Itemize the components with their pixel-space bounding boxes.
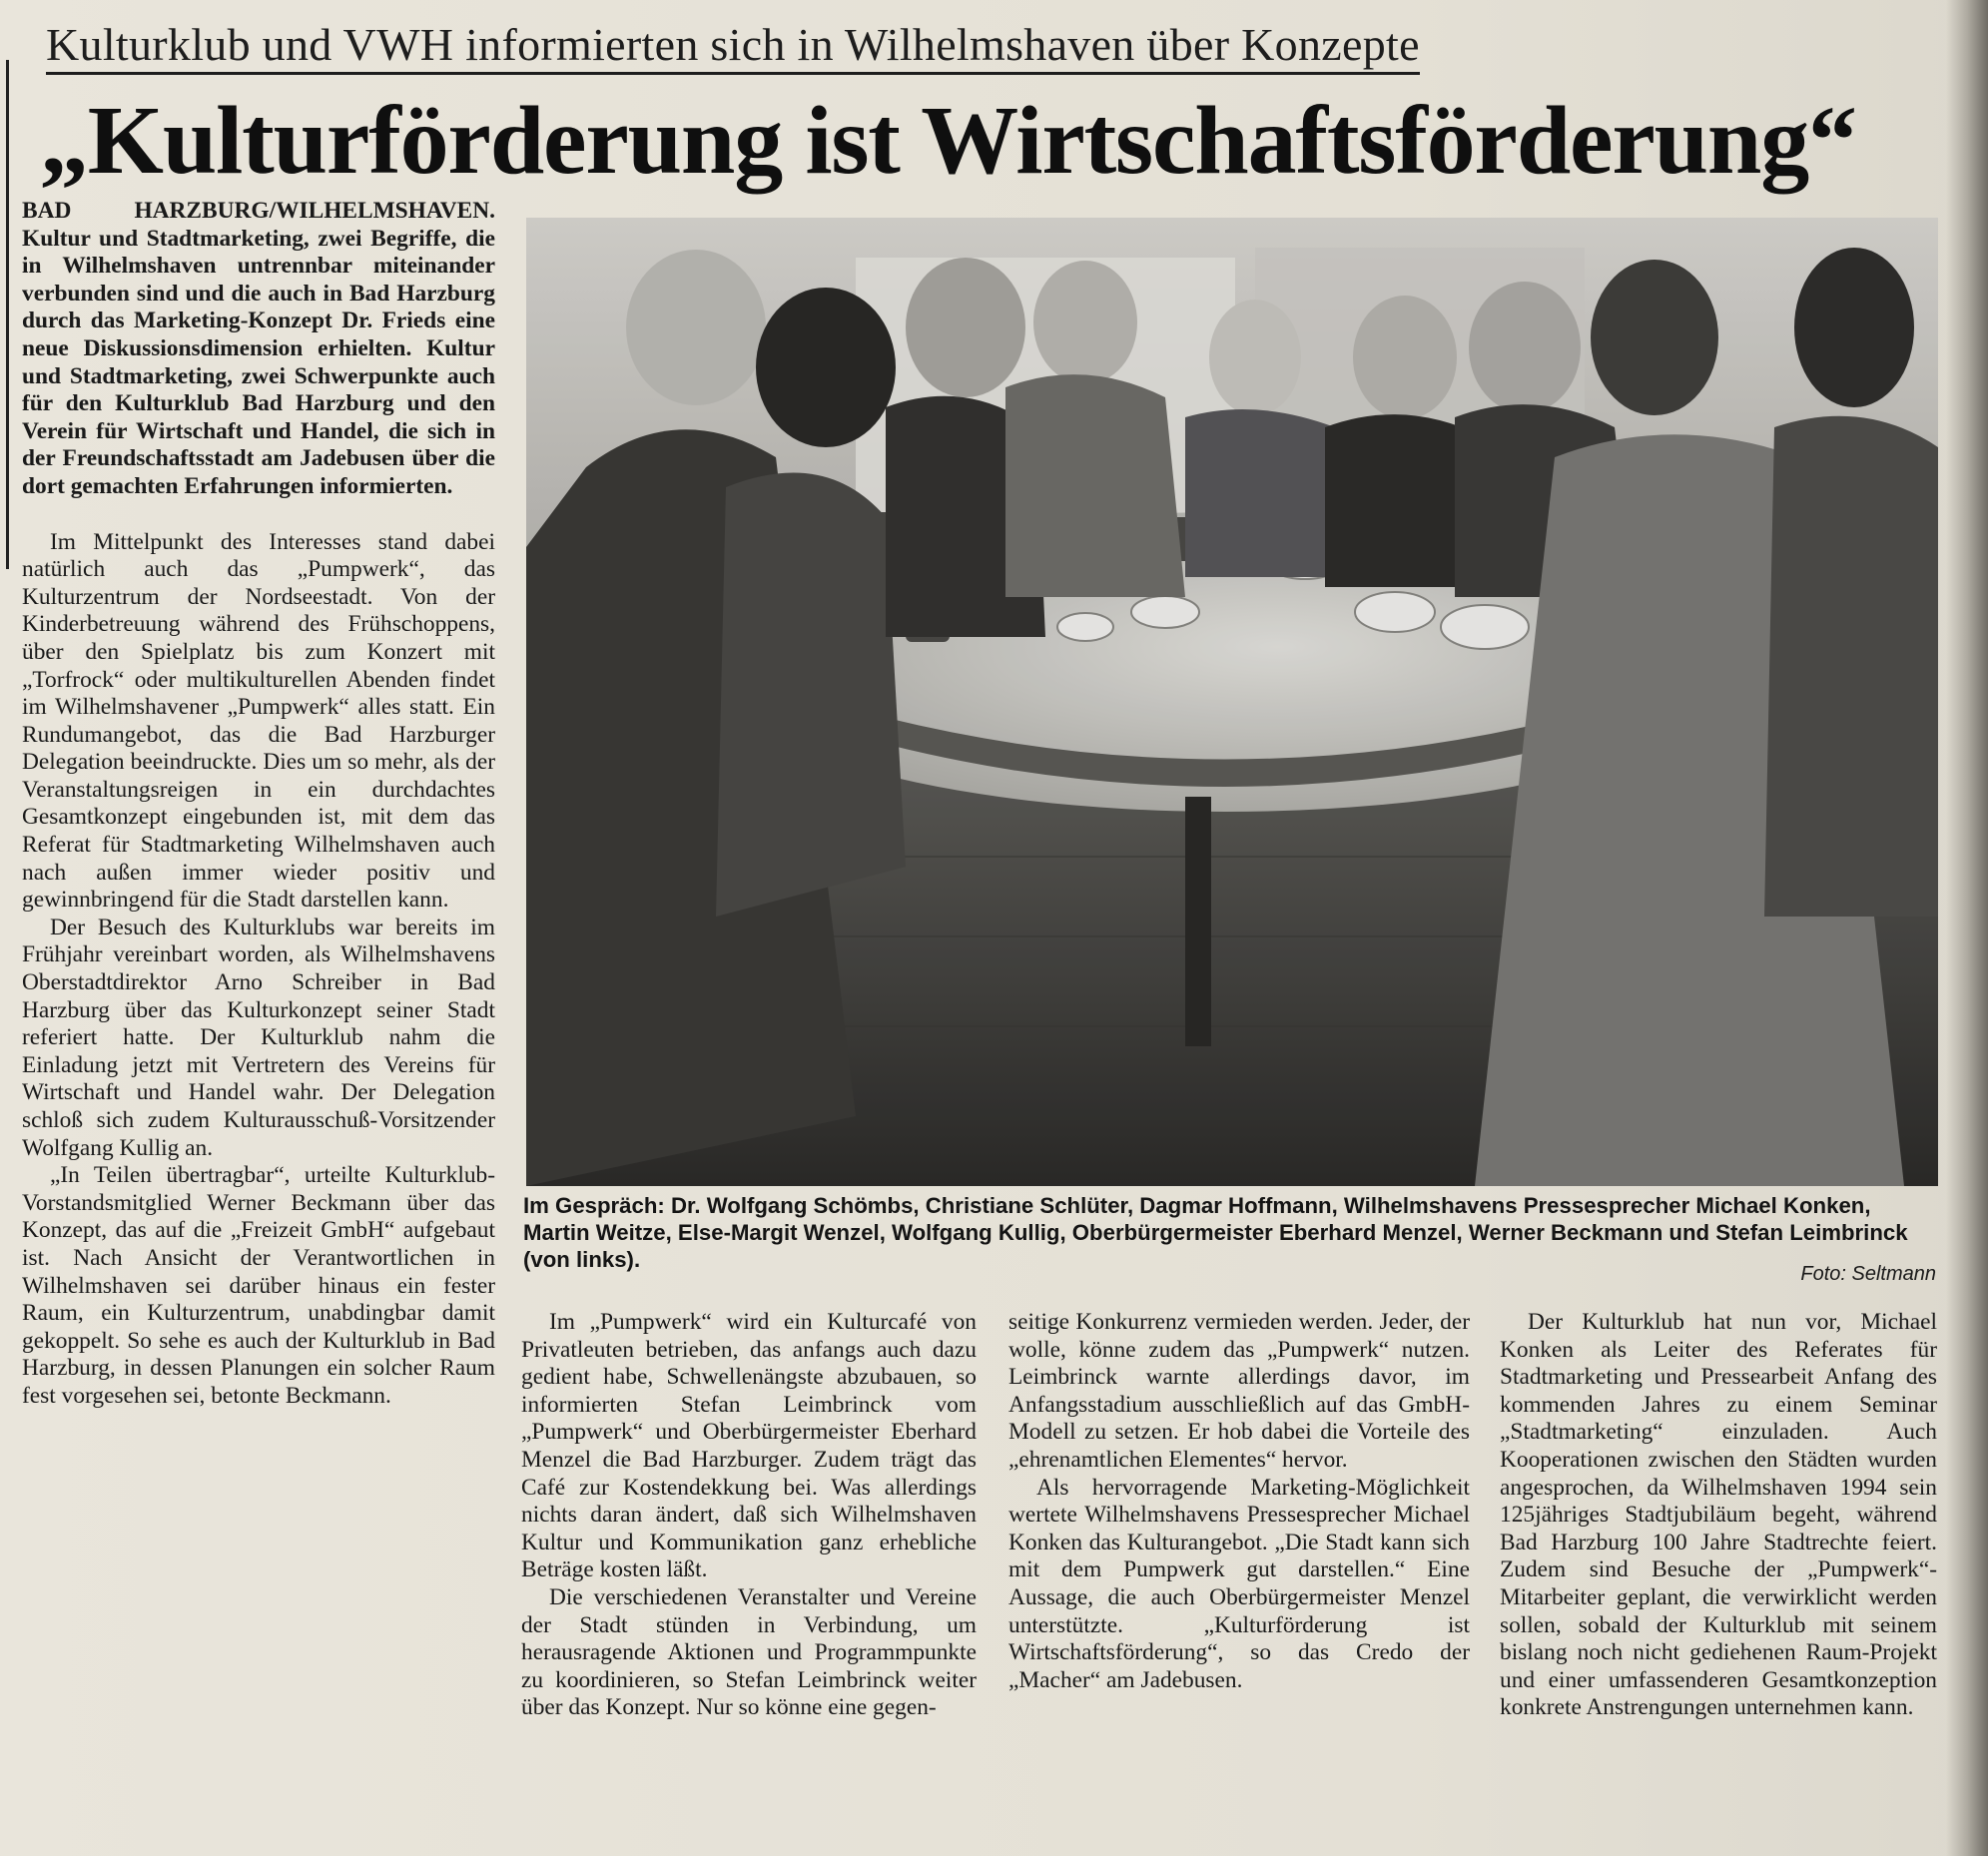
paragraph: Der Besuch des Kulturklubs war bereits im Frühjahr vereinbart worden, als Wilhelmshavens Oberstadtdirektor Arno Schreiber in Bad Harzburg über das Kulturkonzept seiner Stadt referiert hatte. Der Kulturklub nahm die Einladung jetzt mit Vertretern des Vereins für Wirtschaft und Handel wahr. Der Delegation schloß sich zudem Kulturausschuß-Vorsitzender Wolfgang Kullig an. xyxy=(22,914,495,1161)
paragraph: Die verschiedenen Veranstalter und Vereine der Stadt stünden in Verbindung, um herausragende Aktionen und Programmpunkte zu koordinieren, so Stefan Leimbrinck weiter über das Konzept. Nur so könne eine gegen- xyxy=(521,1583,977,1721)
paragraph: Der Kulturklub hat nun vor, Michael Konken als Leiter des Referates für Stadtmarketing und Pressearbeit Anfang des kommenden Jahres zu einem Seminar „Stadtmarketing“ einzuladen. Auch Kooperationen zwischen den Städten wurden angesprochen, da Wilhelmshaven 1994 sein 125jähriges Stadtjubiläum begeht, während Bad Harzburg 100 Jahre Stadtrechte feiert. Zudem sind Besuche der „Pumpwerk“-Mitarbeiter geplant, die verwirklicht werden sollen, sobald der Kulturklub mit seinem bislang noch nicht gediehenen Raum-Projekt und einer umfassenderen Gesamtkonzeption konkrete Anstrengungen unternehmen kann. xyxy=(1500,1309,1937,1721)
paragraph: seitige Konkurrenz vermieden werden. Jeder, der wolle, könne zudem das „Pumpwerk“ nutzen. Leimbrinck warnte allerdings davor, im Anfangsstadium ausschließlich auf das GmbH-Modell zu setzen. Er hob dabei die Vorteile des „ehrenamtlichen Elementes“ hervor. xyxy=(1008,1309,1470,1473)
text-column-3 xyxy=(1008,1309,1470,1694)
lead-paragraph: BAD HARZBURG/WILHELMSHAVEN. Kultur und Stadtmarketing, zwei Begriffe, die in Wilhelmshaven untrennbar miteinander verbunden sind und die auch in Bad Harzburg durch das Marketing-Konzept Dr. Frieds eine neue Diskussionsdimension erhielten. Kultur und Stadtmarketing, zwei Schwerpunkte auch für den Kulturklub Bad Harzburg und den Verein für Wirtschaft und Handel, die sich in der Freundschaftsstadt am Jadebusen über die dort gemachten Erfahrungen informierten. xyxy=(22,198,495,499)
group-photo xyxy=(526,218,1938,1186)
paragraph: Im Mittelpunkt des Interesses stand dabei natürlich auch das „Pumpwerk“, das Kulturzentrum der Nordseestadt. Von der Kinderbetreuung während des Frühschoppens, über den Spielplatz bis zum Konzert mit „Torfrock“ oder multikulturellen Abenden findet im Wilhelmshavener „Pumpwerk“ alles statt. Ein Rundumangebot, das die Bad Harzburger Delegation beeindruckte. Dies um so mehr, als der Veranstaltungsreigen in ein durchdachtes Gesamtkonzept eingebunden ist, mit dem das Referat für Stadtmarketing Wilhelmshaven auch nach außen immer wieder positiv und gewinnbringend für die Stadt darstellen kann. xyxy=(22,528,495,914)
article-headline: „Kulturförderung ist Wirtschaftsförderung“ xyxy=(40,87,1856,195)
paragraph: „In Teilen übertragbar“, urteilte Kulturklub-Vorstandsmitglied Werner Beckmann über das Konzept, das auf die „Freizeit GmbH“ aufgebaut ist. Nach Ansicht der Verantwortlichen in Wilhelmshaven sei darüber hinaus ein fester Raum, ein Kulturzentrum, unabdingbar damit gekoppelt. So sehe es auch der Kulturklub in Bad Harzburg, in dessen Planungen ein solcher Raum fest vorgesehen sei, betonte Beckmann. xyxy=(22,1162,495,1409)
text-column-1 xyxy=(22,198,495,1411)
photo-caption: Im Gespräch: Dr. Wolfgang Schömbs, Christiane Schlüter, Dagmar Hoffmann, Wilhelmshavens Pressesprecher Michael Konken, Martin Weitze, Else-Margit Wenzel, Wolfgang Kullig, Oberbürgermeister Eberhard Menzel, Werner Beckmann und Stefan Leimbrinck (von links). xyxy=(523,1193,1908,1272)
text-column-2 xyxy=(521,1309,977,1722)
paragraph: Als hervorragende Marketing-Möglichkeit wertete Wilhelmshavens Pressesprecher Michael Konken das Kulturangebot. „Die Stadt kann sich mit dem Pumpwerk gut darstellen.“ Eine Aussage, die auch Oberbürgermeister Menzel unterstützte. „Kulturförderung ist Wirtschaftsförderung“, so das Credo der „Macher“ am Jadebusen. xyxy=(1008,1474,1470,1693)
article-kicker: Kulturklub und VWH informierten sich in Wilhelmshaven über Konzepte xyxy=(46,22,1420,75)
paragraph: Im „Pumpwerk“ wird ein Kulturcafé von Privatleuten betrieben, das anfangs auch dazu gedient habe, Schwellenängste abzubauen, so informierten Stefan Leimbrinck vom „Pumpwerk“ und Oberbürgermeister Eberhard Menzel die Bad Harzburger. Zudem trägt das Café zur Kostendekkung bei. Was allerdings nichts daran ändert, daß sich Wilhelmshaven Kultur und Kommunikation ganz erhebliche Beträge kosten läßt. xyxy=(521,1309,977,1583)
photo-credit: Foto: Seltmann xyxy=(1800,1263,1936,1285)
column-rule xyxy=(6,60,9,569)
page-edge-shadow xyxy=(1946,0,1988,1856)
text-column-4 xyxy=(1500,1309,1937,1722)
